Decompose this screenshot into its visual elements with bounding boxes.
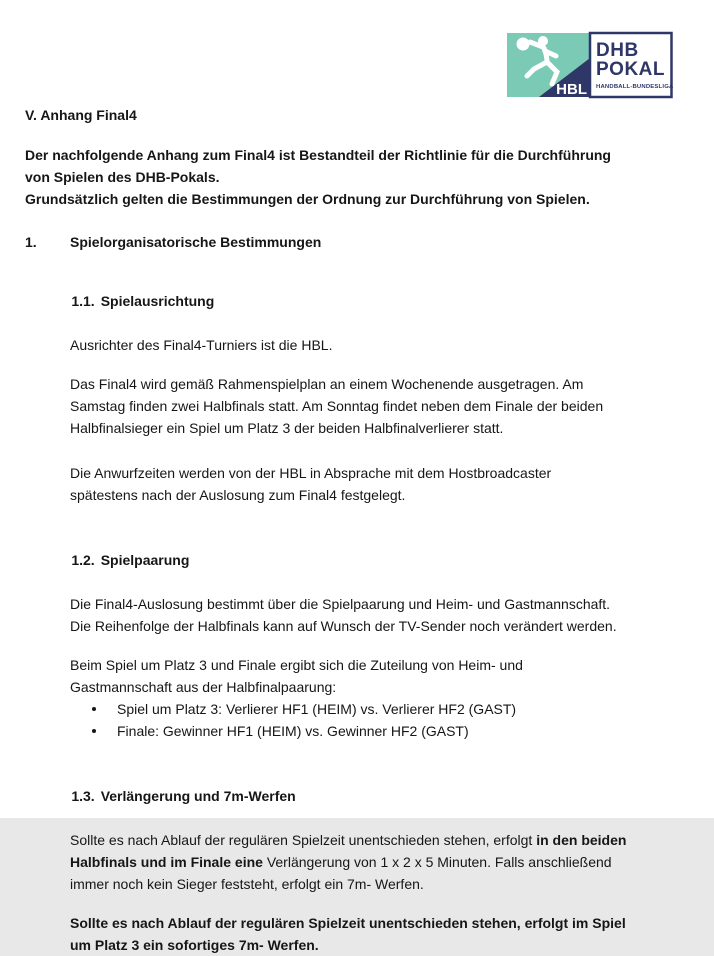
subsection-1-3-heading: [48, 763, 696, 829]
paragraph-line: immer noch kein Sieger feststeht, erfolgt ein 7m- Werfen.: [70, 876, 424, 892]
paragraph-line: Sollte es nach Ablauf der regulären Spielzeit unentschieden stehen, erfolgt im Spiel: [70, 915, 626, 931]
logo-title-pokal: POKAL: [596, 59, 665, 80]
subsection-title: Spielpaarung: [100, 552, 190, 568]
bullet-dot-icon: [92, 729, 96, 733]
bullet-dot-icon: [92, 707, 96, 711]
subsection-number: 1.3.: [71, 788, 95, 804]
paragraph-line: Samstag finden zwei Halbfinals statt. Am Sonntag findet neben dem Finale der beiden: [70, 398, 604, 414]
paragraph: [70, 462, 696, 506]
paragraph-line: um Platz 3 ein sofortiges 7m- Werfen.: [70, 937, 319, 953]
paragraph-line: Die Anwurfzeiten werden von der HBL in Absprache mit dem Hostbroadcaster: [70, 465, 552, 481]
text-segment: Sollte es nach Ablauf der regulären Spielzeit unentschieden stehen, erfolgt: [70, 832, 537, 848]
intro-paragraph: [25, 144, 696, 210]
document-content: [25, 104, 696, 956]
subsection-number: 1.2.: [71, 552, 95, 568]
logo-subtitle: HANDBALL-BUNDESLIGA: [596, 84, 674, 90]
subsection-number: 1.1.: [71, 293, 95, 309]
paragraph: [70, 829, 696, 895]
paragraph-line: [70, 851, 696, 873]
handball-ball-icon: [517, 38, 530, 51]
paragraph-line: Der nachfolgende Anhang zum Final4 ist Bestandteil der Richtlinie für die Durchführung: [25, 147, 611, 163]
bullet-item: [92, 698, 696, 720]
section-1-heading: [25, 231, 696, 253]
paragraph: [70, 912, 696, 956]
paragraph-line: Grundsätzlich gelten die Bestimmungen der Ordnung zur Durchführung von Spielen.: [25, 191, 590, 207]
bullet-text: Spiel um Platz 3: Verlierer HF1 (HEIM) vs. Verlierer HF2 (GAST): [117, 701, 517, 717]
text-segment: Verlängerung von 1 x 2 x 5 Minuten. Falls anschließend: [262, 854, 612, 870]
subsection-title: Spielausrichtung: [100, 293, 215, 309]
paragraph-line: Gastmannschaft aus der Halbfinalpaarung:: [70, 679, 337, 695]
logo-title-dhb: DHB: [596, 40, 639, 61]
paragraph: [70, 334, 696, 356]
paragraph-line: Die Final4-Auslosung bestimmt über die Spielpaarung und Heim- und Gastmannschaft.: [70, 596, 611, 612]
bullet-list: [92, 698, 696, 742]
paragraph-line: Ausrichter des Final4-Turniers ist die HBL.: [70, 337, 333, 353]
paragraph-line: Halbfinalsieger ein Spiel um Platz 3 der beiden Halbfinalverlierer statt.: [70, 420, 504, 436]
paragraph-line: von Spielen des DHB-Pokals.: [25, 169, 220, 185]
paragraph-line: Die Reihenfolge der Halbfinals kann auf Wunsch der TV-Sender noch verändert werden.: [70, 618, 617, 634]
paragraph: [70, 593, 696, 637]
text-segment-bold: Halbfinals und im Finale eine: [70, 854, 263, 870]
subsection-1-1-heading: [48, 268, 696, 334]
subsection-title: Verlängerung und 7m-Werfen: [100, 788, 296, 804]
bullet-text: Finale: Gewinner HF1 (HEIM) vs. Gewinner HF2 (GAST): [117, 723, 469, 739]
section-title: Spielorganisatorische Bestimmungen: [70, 234, 322, 250]
section-number: 1.: [25, 234, 37, 250]
paragraph: [70, 373, 696, 439]
paragraph-line: Beim Spiel um Platz 3 und Finale ergibt sich die Zuteilung von Heim- und: [70, 657, 523, 673]
dhb-pokal-logo-graphic: [507, 28, 673, 98]
paragraph-line: spätestens nach der Auslosung zum Final4 festgelegt.: [70, 487, 406, 503]
subsection-1-2-heading: [48, 527, 696, 593]
hbl-label: HBL: [556, 81, 587, 98]
text-segment-bold: in den beiden: [536, 832, 627, 848]
paragraph-line: [70, 829, 696, 851]
paragraph: [70, 654, 696, 698]
document-title: V. Anhang Final4: [25, 107, 137, 123]
paragraph-line: Das Final4 wird gemäß Rahmenspielplan an einem Wochenende ausgetragen. Am: [70, 376, 584, 392]
dhb-pokal-logo: [507, 28, 673, 98]
bullet-item: [92, 720, 696, 742]
